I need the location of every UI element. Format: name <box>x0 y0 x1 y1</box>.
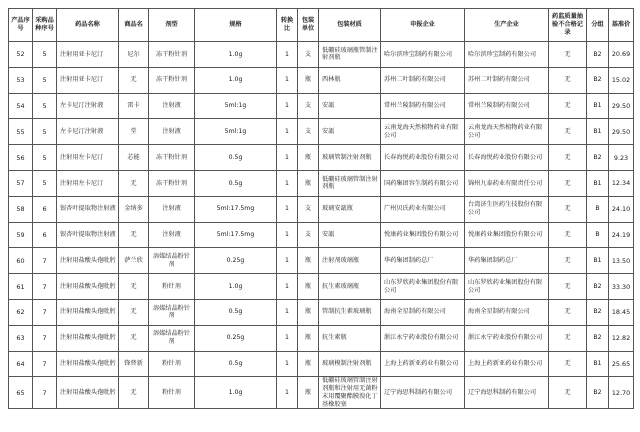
package-material-cell: 玻璃管制注射剂瓶 <box>319 145 381 171</box>
conversion-cell: 1 <box>277 42 298 68</box>
manufacturer-cell: 辽宁海思科制药有限公司 <box>465 377 549 409</box>
dosage-form-cell: 粉针剂 <box>149 377 195 409</box>
spec-cell: 1.0g <box>195 377 277 409</box>
package-material-cell: 低硼硅玻璃管制注射剂瓶 <box>319 170 381 196</box>
drug-name-cell: 注射用盐酸头孢吡肟 <box>57 248 119 274</box>
spec-cell: 5ml:1g <box>195 119 277 145</box>
quality-record-cell: 无 <box>549 222 587 248</box>
quality-record-cell: 无 <box>549 248 587 274</box>
conversion-cell: 1 <box>277 351 298 377</box>
quality-record-cell: 无 <box>549 42 587 68</box>
brand-name-cell: 尼尔 <box>119 42 149 68</box>
dosage-form-cell: 粉针剂 <box>149 274 195 300</box>
package-unit-cell: 瓶 <box>298 170 319 196</box>
table-row <box>9 377 634 409</box>
dosage-form-cell: 注射液 <box>149 222 195 248</box>
group-cell: B1 <box>587 351 609 377</box>
brand-name-cell: 无 <box>119 170 149 196</box>
table-row <box>9 248 634 274</box>
group-cell: B1 <box>587 93 609 119</box>
product-no-cell: 56 <box>9 145 33 171</box>
spec-cell: 0.25g <box>195 325 277 351</box>
conversion-cell: 1 <box>277 248 298 274</box>
brand-name-cell: 锋替新 <box>119 351 149 377</box>
package-unit-cell: 瓶 <box>298 299 319 325</box>
brand-name-cell: 无 <box>119 274 149 300</box>
group-cell: B <box>587 222 609 248</box>
col-product-no-header: 产品序号 <box>9 9 33 42</box>
product-no-cell: 57 <box>9 170 33 196</box>
product-no-cell: 64 <box>9 351 33 377</box>
base-price-cell: 12.34 <box>609 170 634 196</box>
base-price-cell: 15.02 <box>609 67 634 93</box>
drug-name-cell: 左卡尼汀注射液 <box>57 119 119 145</box>
purchase-no-cell: 5 <box>33 119 57 145</box>
spec-cell: 5ml:17.5mg <box>195 196 277 222</box>
table-body <box>9 42 634 409</box>
base-price-cell: 12.82 <box>609 325 634 351</box>
conversion-cell: 1 <box>277 299 298 325</box>
group-cell: B2 <box>587 67 609 93</box>
brand-name-cell: 芯能 <box>119 145 149 171</box>
purchase-no-cell: 5 <box>33 67 57 93</box>
group-cell: B1 <box>587 248 609 274</box>
base-price-cell: 9.23 <box>609 145 634 171</box>
purchase-no-cell: 7 <box>33 377 57 409</box>
product-no-cell: 55 <box>9 119 33 145</box>
col-base-price-header: 基准价 <box>609 9 634 42</box>
applicant-cell: 华药集团制药总厂 <box>381 248 465 274</box>
base-price-cell: 20.69 <box>609 42 634 68</box>
quality-record-cell: 无 <box>549 93 587 119</box>
drug-name-cell: 注射用亚卡尼汀 <box>57 42 119 68</box>
quality-record-cell: 无 <box>549 325 587 351</box>
product-no-cell: 62 <box>9 299 33 325</box>
table-row <box>9 93 634 119</box>
col-package-unit-header: 包装单位 <box>298 9 319 42</box>
purchase-no-cell: 7 <box>33 299 57 325</box>
spec-cell: 5ml:1g <box>195 93 277 119</box>
spec-cell: 0.5g <box>195 299 277 325</box>
conversion-cell: 1 <box>277 67 298 93</box>
quality-record-cell: 无 <box>549 299 587 325</box>
drug-name-cell: 注射用亚卡尼汀 <box>57 67 119 93</box>
conversion-cell: 1 <box>277 93 298 119</box>
applicant-cell: 广州贝氏药业有限公司 <box>381 196 465 222</box>
table-row <box>9 67 634 93</box>
col-drug-name-header: 药品名称 <box>57 9 119 42</box>
conversion-cell: 1 <box>277 325 298 351</box>
manufacturer-cell: 常州兰陵制药有限公司 <box>465 93 549 119</box>
table-row <box>9 351 634 377</box>
dosage-form-cell: 溶媒结晶粉针剂 <box>149 299 195 325</box>
applicant-cell: 上海上药新亚药业有限公司 <box>381 351 465 377</box>
package-unit-cell: 瓶 <box>298 248 319 274</box>
col-purchase-no-header: 采购品种序号 <box>33 9 57 42</box>
drug-name-cell: 银杏叶提取物注射液 <box>57 222 119 248</box>
spec-cell: 5ml:17.5mg <box>195 222 277 248</box>
package-unit-cell: 瓶 <box>298 325 319 351</box>
dosage-form-cell: 注射液 <box>149 119 195 145</box>
col-spec-header: 规格 <box>195 9 277 42</box>
conversion-cell: 1 <box>277 119 298 145</box>
package-unit-cell: 支 <box>298 196 319 222</box>
quality-record-cell: 无 <box>549 170 587 196</box>
col-dosage-form-header: 剂型 <box>149 9 195 42</box>
group-cell: B1 <box>587 119 609 145</box>
base-price-cell: 18.45 <box>609 299 634 325</box>
drug-name-cell: 注射用盐酸头孢吡肟 <box>57 325 119 351</box>
table-row <box>9 145 634 171</box>
applicant-cell: 常州兰陵制药有限公司 <box>381 93 465 119</box>
group-cell: B2 <box>587 299 609 325</box>
package-unit-cell: 瓶 <box>298 67 319 93</box>
manufacturer-cell: 山东罗欣药业集团股份有限公司 <box>465 274 549 300</box>
product-no-cell: 54 <box>9 93 33 119</box>
drug-name-cell: 注射用盐酸头孢吡肟 <box>57 377 119 409</box>
drug-name-cell: 注射用盐酸头孢吡肟 <box>57 274 119 300</box>
dosage-form-cell: 冻干粉针剂 <box>149 170 195 196</box>
quality-record-cell: 无 <box>549 377 587 409</box>
dosage-form-cell: 冻干粉针剂 <box>149 145 195 171</box>
package-unit-cell: 瓶 <box>298 274 319 300</box>
conversion-cell: 1 <box>277 274 298 300</box>
package-unit-cell: 瓶 <box>298 145 319 171</box>
product-no-cell: 60 <box>9 248 33 274</box>
col-package-material-header: 包装材质 <box>319 9 381 42</box>
package-material-cell: 安瓿 <box>319 119 381 145</box>
drug-name-cell: 注射用左卡尼汀 <box>57 145 119 171</box>
group-cell: B2 <box>587 377 609 409</box>
base-price-cell: 24.19 <box>609 222 634 248</box>
quality-record-cell: 无 <box>549 119 587 145</box>
purchase-no-cell: 7 <box>33 351 57 377</box>
product-no-cell: 65 <box>9 377 33 409</box>
applicant-cell: 浙江永宁药业股份有限公司 <box>381 325 465 351</box>
conversion-cell: 1 <box>277 377 298 409</box>
purchase-no-cell: 5 <box>33 170 57 196</box>
table-header-row <box>9 9 634 42</box>
package-material-cell: 抗生素瓶 <box>319 325 381 351</box>
applicant-cell: 苏州二叶制药有限公司 <box>381 67 465 93</box>
brand-name-cell: 无 <box>119 377 149 409</box>
spec-cell: 0.5g <box>195 145 277 171</box>
group-cell: B2 <box>587 42 609 68</box>
brand-name-cell: 无 <box>119 325 149 351</box>
purchase-no-cell: 6 <box>33 196 57 222</box>
group-cell: B2 <box>587 145 609 171</box>
product-no-cell: 63 <box>9 325 33 351</box>
applicant-cell: 辽宁海思科制药有限公司 <box>381 377 465 409</box>
base-price-cell: 33.30 <box>609 274 634 300</box>
table-row <box>9 299 634 325</box>
table-row <box>9 325 634 351</box>
table-row <box>9 42 634 68</box>
spec-cell: 0.5g <box>195 170 277 196</box>
applicant-cell: 云南龙海天然植物药业有限公司 <box>381 119 465 145</box>
manufacturer-cell: 苏州二叶制药有限公司 <box>465 67 549 93</box>
col-brand-name-header: 商品名 <box>119 9 149 42</box>
purchase-no-cell: 6 <box>33 222 57 248</box>
table-row <box>9 274 634 300</box>
brand-name-cell: 无 <box>119 299 149 325</box>
col-manufacturer-header: 生产企业 <box>465 9 549 42</box>
base-price-cell: 29.50 <box>609 93 634 119</box>
package-material-cell: 低硼硅玻璃瓶管制注射剂瓶 <box>319 42 381 68</box>
applicant-cell: 海南全星制药有限公司 <box>381 299 465 325</box>
base-price-cell: 24.10 <box>609 196 634 222</box>
conversion-cell: 1 <box>277 222 298 248</box>
purchase-no-cell: 7 <box>33 325 57 351</box>
quality-record-cell: 无 <box>549 145 587 171</box>
table-row <box>9 222 634 248</box>
manufacturer-cell: 锦州九泰药业有限责任公司 <box>465 170 549 196</box>
drug-name-cell: 注射用左卡尼汀 <box>57 170 119 196</box>
dosage-form-cell: 溶媒结晶粉针剂 <box>149 325 195 351</box>
dosage-form-cell: 冻干粉针剂 <box>149 67 195 93</box>
product-no-cell: 59 <box>9 222 33 248</box>
dosage-form-cell: 注射液 <box>149 196 195 222</box>
manufacturer-cell: 华药集团制药总厂 <box>465 248 549 274</box>
group-cell: B2 <box>587 274 609 300</box>
applicant-cell: 国药集团容生制药有限公司 <box>381 170 465 196</box>
spec-cell: 1.0g <box>195 67 277 93</box>
purchase-no-cell: 7 <box>33 248 57 274</box>
spec-cell: 1.0g <box>195 42 277 68</box>
product-no-cell: 61 <box>9 274 33 300</box>
col-group-header: 分组 <box>587 9 609 42</box>
product-no-cell: 58 <box>9 196 33 222</box>
drug-name-cell: 银杏叶提取物注射液 <box>57 196 119 222</box>
manufacturer-cell: 悦康药业集团股份有限公司 <box>465 222 549 248</box>
package-material-cell: 低硼硅玻璃管制注射剂瓶和注射用无菌粉末用覆聚酯膜溴化丁基橡胶塞 <box>319 377 381 409</box>
package-material-cell: 管制抗生素玻璃瓶 <box>319 299 381 325</box>
dosage-form-cell: 溶媒结晶粉针剂 <box>149 248 195 274</box>
package-material-cell: 注射剂玻璃瓶 <box>319 248 381 274</box>
drug-name-cell: 注射用盐酸头孢吡肟 <box>57 299 119 325</box>
group-cell: B2 <box>587 325 609 351</box>
package-unit-cell: 支 <box>298 93 319 119</box>
brand-name-cell: 堂 <box>119 119 149 145</box>
brand-name-cell: 无 <box>119 222 149 248</box>
conversion-cell: 1 <box>277 170 298 196</box>
base-price-cell: 29.50 <box>609 119 634 145</box>
brand-name-cell: 萨兰欣 <box>119 248 149 274</box>
spec-cell: 0.25g <box>195 248 277 274</box>
drug-price-table <box>8 8 634 409</box>
brand-name-cell: 金纳多 <box>119 196 149 222</box>
purchase-no-cell: 7 <box>33 274 57 300</box>
table-row <box>9 119 634 145</box>
purchase-no-cell: 5 <box>33 93 57 119</box>
package-material-cell: 安瓿 <box>319 222 381 248</box>
table-row <box>9 196 634 222</box>
package-unit-cell: 瓶 <box>298 351 319 377</box>
product-no-cell: 52 <box>9 42 33 68</box>
package-material-cell: 西林瓶 <box>319 67 381 93</box>
applicant-cell: 悦康药业集团股份有限公司 <box>381 222 465 248</box>
conversion-cell: 1 <box>277 145 298 171</box>
group-cell: B1 <box>587 170 609 196</box>
manufacturer-cell: 台湾济生医药生技股份有限公司 <box>465 196 549 222</box>
spec-cell: 0.5g <box>195 351 277 377</box>
applicant-cell: 长春海悦药业股份有限公司 <box>381 145 465 171</box>
table-row <box>9 170 634 196</box>
brand-name-cell: 无 <box>119 67 149 93</box>
manufacturer-cell: 浙江永宁药业股份有限公司 <box>465 325 549 351</box>
col-conversion-header: 转换比 <box>277 9 298 42</box>
dosage-form-cell: 冻干粉针剂 <box>149 42 195 68</box>
purchase-no-cell: 5 <box>33 145 57 171</box>
package-unit-cell: 瓶 <box>298 377 319 409</box>
applicant-cell: 哈尔滨珍宝制药有限公司 <box>381 42 465 68</box>
spec-cell: 1.0g <box>195 274 277 300</box>
package-material-cell: 玻璃模制注射剂瓶 <box>319 351 381 377</box>
brand-name-cell: 雷卡 <box>119 93 149 119</box>
group-cell: B <box>587 196 609 222</box>
col-quality-record-header: 药监质量抽验不合格记录 <box>549 9 587 42</box>
package-unit-cell: 支 <box>298 222 319 248</box>
package-unit-cell: 支 <box>298 42 319 68</box>
quality-record-cell: 无 <box>549 67 587 93</box>
purchase-no-cell: 5 <box>33 42 57 68</box>
conversion-cell: 1 <box>277 196 298 222</box>
package-material-cell: 安瓿 <box>319 93 381 119</box>
dosage-form-cell: 粉针剂 <box>149 351 195 377</box>
drug-name-cell: 左卡尼汀注射液 <box>57 93 119 119</box>
base-price-cell: 13.50 <box>609 248 634 274</box>
dosage-form-cell: 注射液 <box>149 93 195 119</box>
quality-record-cell: 无 <box>549 196 587 222</box>
base-price-cell: 25.65 <box>609 351 634 377</box>
drug-name-cell: 注射用盐酸头孢吡肟 <box>57 351 119 377</box>
package-material-cell: 抗生素玻璃瓶 <box>319 274 381 300</box>
package-material-cell: 玻璃安瓿瓶 <box>319 196 381 222</box>
manufacturer-cell: 海南全星制药有限公司 <box>465 299 549 325</box>
package-unit-cell: 支 <box>298 119 319 145</box>
quality-record-cell: 无 <box>549 351 587 377</box>
quality-record-cell: 无 <box>549 274 587 300</box>
manufacturer-cell: 哈尔滨珍宝制药有限公司 <box>465 42 549 68</box>
applicant-cell: 山东罗欣药业集团股份有限公司 <box>381 274 465 300</box>
manufacturer-cell: 上海上药新亚药业有限公司 <box>465 351 549 377</box>
col-applicant-header: 申报企业 <box>381 9 465 42</box>
product-no-cell: 53 <box>9 67 33 93</box>
manufacturer-cell: 长春海悦药业股份有限公司 <box>465 145 549 171</box>
base-price-cell: 12.70 <box>609 377 634 409</box>
manufacturer-cell: 云南龙海天然植物药业有限公司 <box>465 119 549 145</box>
